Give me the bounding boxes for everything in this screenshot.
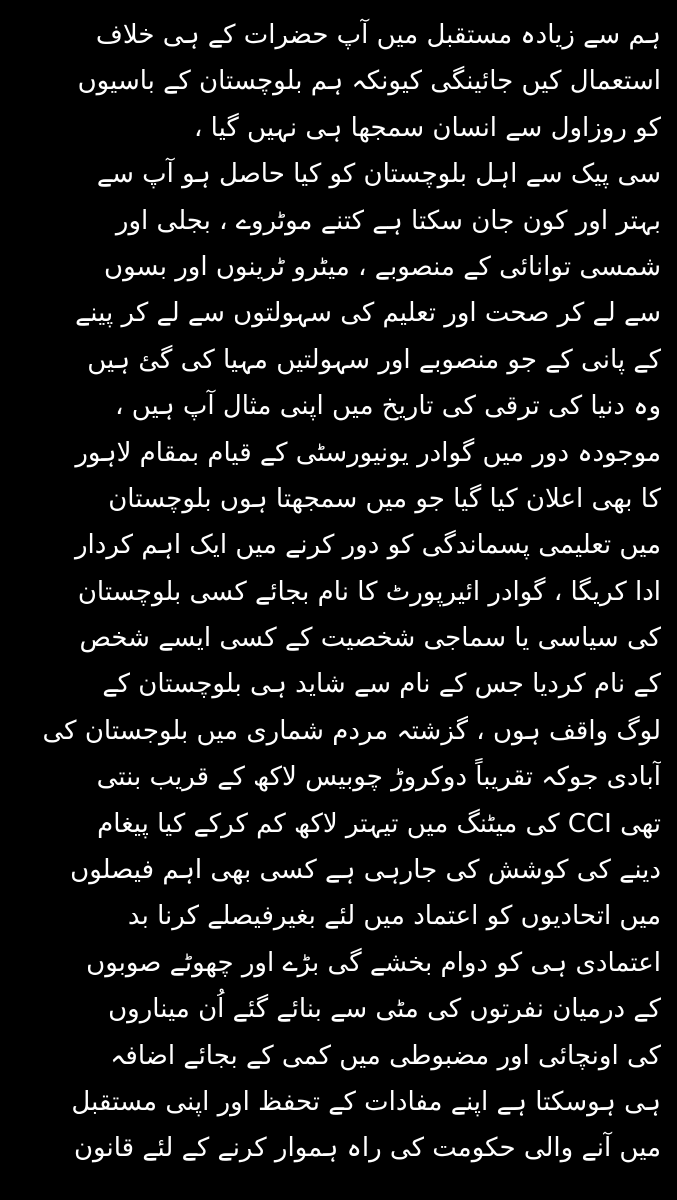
text-line: کا بھی اعلان کیا گیا جو میں سمجھتا ہوں بلوچستان [108, 483, 661, 514]
text-line: کے پانی کے جو منصوبے اور سہولتیں مہیا کی گئ ہیں [87, 344, 661, 375]
text-line: اعتمادی ہی کو دوام بخشے گی بڑے اور چھوٹے صوبوں [86, 947, 661, 978]
text-line: وہ دنیا کی ترقی کی تاریخ میں اپنی مثال آپ ہیں ، [115, 391, 661, 422]
text-line: کی سیاسی یا سماجی شخصیت کے کسی ایسے شخص [79, 623, 661, 654]
text-line: کو روزاول سے انسان سمجھا ہی نہیں گیا ، [193, 112, 661, 143]
text-line: لوگ واقف ہوں ، گزشتہ مردم شماری میں بلوجستان کی [42, 715, 661, 746]
text-line: ہی ہوسکتا ہے اپنے مفادات کے تحفظ اور اپنی مستقبل [71, 1086, 661, 1117]
text-line: میں آنے والی حکومت کی راہ ہموار کرنے کے لئے قانون [73, 1133, 661, 1164]
text-line: موجودہ دور میں گوادر یونیورسٹی کے قیام بمقام لاہور [75, 437, 661, 468]
text-line: آبادی جوکہ تقریباً دوکروڑ چوبیس لاکھ کے قریب بنتی [96, 762, 661, 793]
text-line: شمسی توانائی کے منصوبے ، میٹرو ٹرینوں اور بسوں [104, 251, 661, 282]
text-line: استعمال کیں جائینگی کیونکہ ہم بلوچستان کے باسیوں [77, 66, 661, 97]
text-line: بہتر اور کون جان سکتا ہے کتنے موٹروے ، بجلی اور [115, 205, 661, 236]
text-line: میں اتحادیوں کو اعتماد میں لئے بغیرفیصلے کرنا بد [127, 901, 661, 932]
text-line: کے نام کردیا جس کے نام سے شاید ہی بلوچستان کے [102, 669, 661, 700]
text-line: تھی CCI کی میٹنگ میں تیہتر لاکھ کم کرکے کیا پیغام [97, 808, 661, 839]
text-line: کی اونچائی اور مضبوطی میں کمی کے بجائے اضافہ [110, 1040, 661, 1071]
urdu-text-body [16, 12, 661, 1172]
text-line: سے لے کر صحت اور تعلیم کی سہولتوں سے لے کر پینے [75, 298, 661, 329]
text-line: سی پیک سے اہل بلوچستان کو کیا حاصل ہو آپ سے [96, 159, 661, 190]
text-line: دینے کی کوشش کی جارہی ہے کسی بھی اہم فیصلوں [70, 855, 661, 886]
text-line: ادا کریگا ، گوادر ائیرپورٹ کا نام بجائے کسی بلوچستان [77, 576, 661, 607]
text-line: کے درمیان نفرتوں کی مٹی سے بنائے گئے اُن میناروں [108, 994, 661, 1025]
text-line: ہم سے زیادہ مستقبل میں آپ حضرات کے ہی خلاف [95, 20, 661, 50]
text-line: میں تعلیمی پسماندگی کو دور کرنے میں ایک اہم کردار [74, 530, 661, 561]
